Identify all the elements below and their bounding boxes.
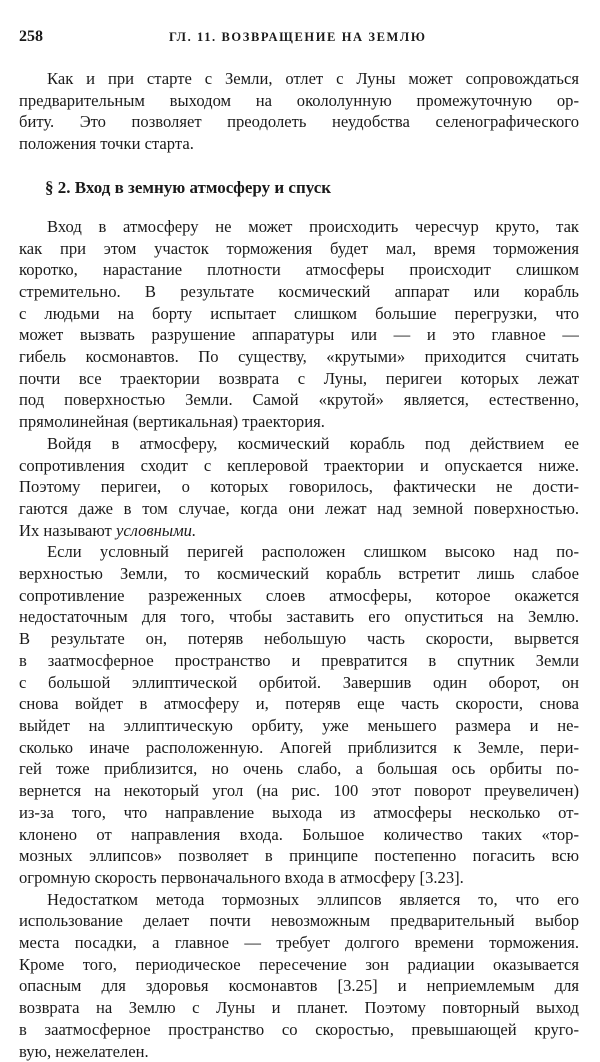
paragraph-conditional-perigee [19, 433, 579, 542]
text-line: биту. Это позволяет преодолеть неудобства селенографического [19, 112, 579, 132]
text-line: клонено от направления входа. Большое количество таких «тор- [19, 824, 579, 844]
text-line [19, 520, 579, 542]
text-line: вернется на некоторый угол (на рис. 100 этот поворот преувеличен) [19, 781, 579, 801]
page-number: 258 [19, 28, 43, 45]
text-line: мозных эллипсов» позволяет в принципе постепенно погасить всю [19, 846, 579, 866]
italic-term: условными. [115, 520, 197, 540]
text-line: коротко, нарастание плотности атмосферы происходит слишком [19, 260, 579, 280]
text-line: почти все траектории возврата с Луны, перигеи которых лежат [19, 368, 579, 388]
text-fragment: Их называют [19, 520, 112, 540]
text-line: вую, нежелателен. [19, 1041, 149, 1061]
chapter-title: ГЛ. 11. ВОЗВРАЩЕНИЕ НА ЗЕМЛЮ [169, 30, 427, 44]
text-line: Вход в атмосферу не может происходить чересчур круто, так [47, 216, 579, 236]
text-line: использование делает почти невозможным предварительный выбор [19, 911, 579, 931]
text-line: огромную скорость первоначального входа в атмосферу [3.23]. [19, 867, 464, 887]
text-line: гаются даже в том случае, когда они лежат над земной поверхностью. [19, 498, 579, 518]
text-line: Если условный перигей расположен слишком высоко над по- [47, 542, 579, 562]
text-line: сколько иначе расположенную. Апогей приблизится к Земле, пери- [19, 737, 579, 757]
text-line: стремительно. В результате космический аппарат или корабль [19, 281, 579, 301]
running-head [19, 28, 579, 52]
paragraph-braking-ellipses [19, 541, 579, 888]
text-line: как при этом участок торможения будет мал, время торможения [19, 238, 579, 258]
text-line: положения точки старта. [19, 134, 194, 154]
text-line: Кроме того, периодическое пересечение зон радиации оказывается [19, 954, 579, 974]
paragraph-lunar-departure [19, 68, 579, 155]
text-line: В результате он, потеряв небольшую часть скорости, вырвется [19, 629, 579, 649]
text-line: из-за того, что направление выхода из атмосферы несколько от- [19, 802, 579, 822]
text-line: опасным для здоровья космонавтов [3.25] и неприемлемым для [19, 976, 579, 996]
text-line: может вызвать разрушение аппаратуры или — и это главное — [19, 325, 579, 345]
text-line: предварительным выходом на окололунную промежуточную ор- [19, 90, 579, 110]
text-line: выйдет на эллиптическую орбиту, уже меньшего размера и не- [19, 715, 579, 735]
text-line: Войдя в атмосферу, космический корабль под действием ее [47, 433, 579, 453]
paragraph-method-drawbacks [19, 889, 579, 1062]
text-line: Поэтому перигеи, о которых говорилось, фактически не дости- [19, 477, 579, 497]
text-line: сопротивление разреженных слоев атмосферы, которое окажется [19, 585, 579, 605]
text-line: гей тоже приблизится, но очень слабо, а большая ось орбиты по- [19, 759, 579, 779]
text-line: прямолинейная (вертикальная) траектория. [19, 412, 325, 432]
text-line: в заатмосферное пространство и превратится в спутник Земли [19, 650, 579, 670]
text-line: снова войдет в атмосферу и, потеряв еще часть скорости, снова [19, 694, 579, 714]
text-line: Как и при старте с Земли, отлет с Луны может сопровождаться [47, 69, 579, 88]
text-line: в заатмосферное пространство со скоростью, превышающей круго- [19, 1019, 579, 1039]
paragraph-atmosphere-entry [19, 216, 579, 433]
text-line: под поверхностью Земли. Самой «крутой» является, естественно, [19, 390, 579, 410]
text-line: сопротивления сходит с кеплеровой траектории и опускается ниже. [19, 455, 579, 475]
text-line: верхностью Земли, то космический корабль встретит лишь слабое [19, 564, 579, 584]
book-page [19, 28, 579, 1062]
text-line: недостаточным для того, чтобы заставить его опуститься на Землю. [19, 607, 579, 627]
text-line: с большой эллиптической орбитой. Завершив один оборот, он [19, 672, 579, 692]
text-line: гибель космонавтов. По существу, «крутыми» приходится считать [19, 347, 579, 367]
text-line: с людьми на борту испытает слишком большие перегрузки, что [19, 303, 579, 323]
text-line: места посадки, а главное — требует долгого времени торможения. [19, 933, 579, 953]
section-heading: § 2. Вход в земную атмосферу и спуск [45, 177, 332, 197]
text-line: возврата на Землю с Луны и планет. Поэтому повторный выход [19, 998, 579, 1018]
text-line: Недостатком метода тормозных эллипсов является то, что его [47, 889, 579, 909]
